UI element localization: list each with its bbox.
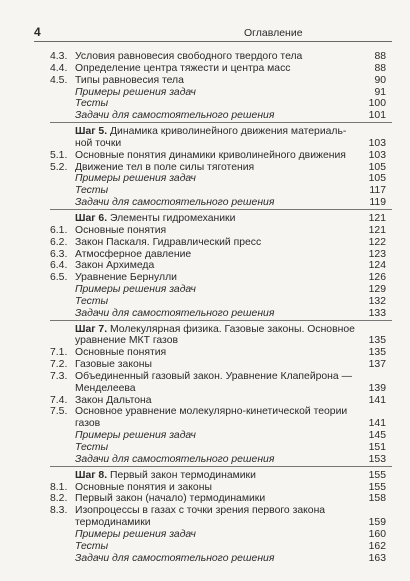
toc-item [50, 51, 392, 63]
toc-title: Закон Архимеда [75, 260, 155, 272]
toc-title: Примеры решения задач [75, 86, 196, 98]
toc-page: 151 [368, 442, 386, 453]
toc-title: Основные понятия [75, 347, 167, 359]
toc-title: Задачи для самостоятельного решения [75, 110, 275, 122]
toc-item [50, 150, 392, 162]
toc-subitem [50, 442, 392, 454]
toc-page: 141 [368, 418, 386, 430]
toc-page: 129 [368, 284, 386, 296]
toc-page: 162 [368, 540, 386, 552]
toc-title: Определение центра тяжести и центра масс [75, 62, 291, 74]
toc-subitem [50, 430, 392, 442]
toc-title [75, 213, 357, 225]
toc-title: Примеры решения задач [75, 528, 196, 540]
toc-page: 121 [368, 224, 386, 236]
toc-item [50, 359, 392, 371]
toc-item [50, 75, 392, 87]
toc-title: Изопроцессы в газах с точки зрения первого закона термодинамики [75, 505, 326, 529]
toc-number: 4.4. [50, 62, 68, 74]
toc-title: Движение тел в поле силы тяготения [75, 161, 255, 173]
toc-page: 100 [368, 98, 386, 110]
toc-number: 7.1. [50, 347, 68, 359]
toc-title: Основные понятия динамики криволинейного движения [75, 149, 346, 161]
toc-item [50, 249, 392, 261]
toc-page: 103 [368, 149, 386, 161]
toc-subitem [50, 185, 392, 197]
toc-item [50, 272, 392, 284]
chapter-title: Первый закон термодинамики [110, 469, 256, 481]
chapter-label: Шаг 5. [75, 126, 108, 138]
toc-number: 6.5. [50, 272, 68, 284]
toc-subitem [50, 173, 392, 185]
toc-number: 8.1. [50, 481, 68, 493]
toc-page: 88 [374, 62, 386, 74]
toc-page: 119 [369, 197, 386, 209]
toc-page: 163 [368, 552, 386, 564]
toc-page: 135 [368, 347, 386, 359]
toc-number: 8.2. [50, 493, 68, 505]
toc-title: Тесты [75, 295, 109, 307]
toc-title [75, 324, 357, 348]
toc-title: Закон Дальтона [75, 394, 152, 406]
toc-title: Уравнение Бернулли [75, 272, 177, 284]
toc-number: 4.3. [50, 51, 68, 62]
toc-number: 6.3. [50, 248, 68, 260]
chapter-title: Элементы гидромеханики [110, 212, 236, 224]
toc-page: 135 [368, 335, 386, 347]
toc-page: 103 [368, 137, 386, 149]
toc-title: Тесты [75, 185, 109, 197]
toc-page: 90 [374, 74, 386, 86]
chapter-title: Молекулярная физика. Газовые законы. Основное уравнение МКТ газов [75, 323, 355, 347]
toc-subitem [50, 296, 392, 308]
toc-number: 6.1. [50, 224, 68, 236]
toc-title: Закон Паскаля. Гидравлический пресс [75, 236, 262, 248]
toc-number: 6.4. [50, 260, 68, 272]
running-title: Оглавление [244, 27, 303, 39]
toc-number: 5.1. [50, 149, 68, 161]
toc-page: 145 [368, 430, 386, 442]
toc-page: 141 [368, 394, 386, 406]
toc-page: 159 [368, 517, 386, 529]
toc-chapter [50, 213, 392, 225]
toc-number: 6.2. [50, 236, 68, 248]
toc-page: 123 [368, 248, 386, 260]
table-of-contents [50, 51, 392, 564]
toc-subitem [50, 529, 392, 541]
chapter-label: Шаг 6. [75, 212, 108, 224]
toc-page: 132 [368, 295, 386, 307]
toc-subitem [50, 541, 392, 553]
toc-title: Основное уравнение молекулярно-кинетической теории газов [75, 406, 348, 430]
toc-item [50, 225, 392, 237]
toc-item [50, 347, 392, 359]
toc-number: 8.3. [50, 505, 68, 517]
toc-item [50, 482, 392, 494]
toc-page: 105 [368, 173, 386, 185]
toc-subitem [50, 308, 392, 321]
toc-title: Задачи для самостоятельного решения [75, 453, 275, 465]
toc-page: 117 [369, 185, 386, 197]
toc-title: Задачи для самостоятельного решения [75, 307, 275, 319]
toc-title: Тесты [75, 442, 109, 453]
toc-chapter [50, 324, 392, 348]
toc-title: Основные понятия и законы [75, 481, 212, 493]
toc-item [50, 406, 392, 430]
toc-title [75, 470, 357, 482]
toc-title: Газовые законы [75, 359, 152, 371]
chapter-title: Динамика криволинейного движения материальной точки [75, 126, 347, 149]
toc-title [75, 126, 357, 150]
toc-subitem [50, 87, 392, 99]
toc-chapter [50, 470, 392, 482]
page-number: 4 [34, 25, 41, 39]
toc-title: Тесты [75, 540, 109, 552]
chapter-label: Шаг 7. [75, 323, 108, 335]
toc-item [50, 260, 392, 272]
toc-page: 137 [368, 359, 386, 371]
toc-page: 101 [368, 110, 386, 122]
toc-title: Примеры решения задач [75, 284, 196, 296]
toc-item [50, 63, 392, 75]
toc-page: 124 [368, 260, 386, 272]
toc-page: 122 [368, 236, 386, 248]
toc-number: 7.2. [50, 359, 68, 371]
toc-title: Тесты [75, 98, 109, 110]
toc-title: Основные понятия [75, 224, 167, 236]
toc-page: 121 [368, 212, 386, 224]
toc-page: 155 [368, 469, 386, 481]
toc-number: 7.4. [50, 394, 68, 406]
toc-title: Условия равновесия свободного твердого тела [75, 51, 303, 62]
toc-page: 91 [374, 86, 386, 98]
toc-page: 158 [368, 493, 386, 505]
toc-chapter [50, 126, 392, 150]
toc-item [50, 162, 392, 174]
toc-subitem [50, 110, 392, 123]
toc-item [50, 237, 392, 249]
toc-item [50, 395, 392, 407]
toc-page: 139 [368, 382, 386, 394]
toc-page: 160 [368, 528, 386, 540]
toc-title: Примеры решения задач [75, 430, 196, 442]
toc-subitem [50, 284, 392, 296]
chapter-label: Шаг 8. [75, 469, 108, 481]
toc-subitem [50, 553, 392, 565]
toc-title: Примеры решения задач [75, 173, 196, 185]
toc-title: Первый закон (начало) термодинамики [75, 493, 266, 505]
toc-number: 7.3. [50, 370, 68, 382]
toc-title: Атмосферное давление [75, 248, 192, 260]
toc-page: 133 [368, 307, 386, 319]
toc-page: 155 [368, 481, 386, 493]
toc-subitem [50, 454, 392, 467]
toc-title: Задачи для самостоятельного решения [75, 197, 275, 209]
toc-subitem [50, 98, 392, 110]
toc-item [50, 371, 392, 395]
toc-subitem [50, 197, 392, 210]
toc-page: 126 [368, 272, 386, 284]
toc-item [50, 505, 392, 529]
toc-page: 105 [368, 161, 386, 173]
toc-page: 153 [368, 453, 386, 465]
toc-item [50, 493, 392, 505]
page-header [34, 27, 392, 42]
toc-title: Типы равновесия тела [75, 74, 184, 86]
toc-title: Задачи для самостоятельного решения [75, 552, 275, 564]
toc-number: 4.5. [50, 74, 68, 86]
toc-page: 88 [374, 51, 386, 62]
toc-number: 7.5. [50, 406, 68, 418]
toc-number: 5.2. [50, 161, 68, 173]
toc-title: Объединенный газовый закон. Уравнение Клапейрона — Менделеева [75, 370, 352, 394]
